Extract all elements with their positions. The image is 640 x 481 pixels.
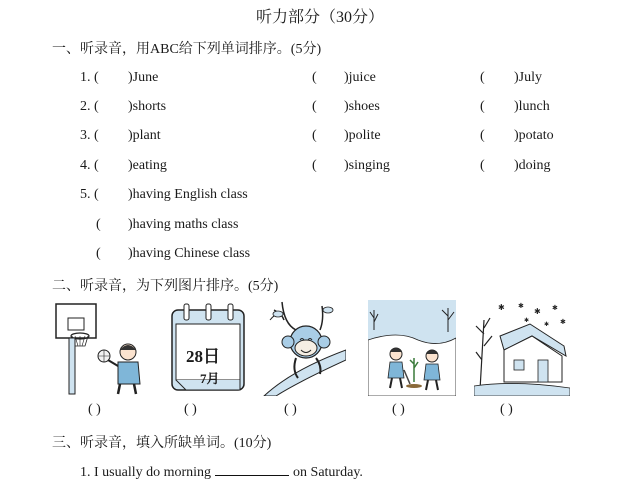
row-3-num: 3. (: [80, 128, 99, 143]
row-3-paren-c: (: [480, 128, 485, 143]
row-2-paren-c: (: [480, 99, 485, 114]
row-2-paren-b: (: [312, 99, 317, 114]
calendar-month: 7月: [200, 371, 220, 386]
row-1-paren-b: (: [312, 70, 317, 85]
row-2-option-b: )shoes: [344, 99, 380, 114]
snowy-house-picture: [474, 300, 570, 396]
row-5-paren-3: (: [96, 246, 101, 261]
row-3-option-a: )plant: [128, 128, 161, 143]
row-3-option-c: )potato: [514, 128, 554, 143]
calendar-day: 28日: [186, 347, 220, 366]
section-1-heading: 一、听录音，用ABC给下列单词排序。(5分): [52, 42, 322, 57]
row-5-num: 5. (: [80, 187, 99, 202]
row-2-option-a: )shorts: [128, 99, 167, 114]
question-1-text-after: on Saturday.: [293, 465, 363, 480]
page-title: 听力部分（30分）: [255, 9, 384, 26]
row-5-paren-2: (: [96, 217, 101, 232]
section-2-heading: 二、听录音，为下列图片排序。(5分): [52, 279, 279, 294]
svg-text:✱: ✱: [560, 318, 566, 326]
row-1-option-c: )July: [514, 70, 542, 85]
section-3-heading: 三、听录音，填入所缺单词。(10分): [52, 436, 272, 451]
svg-text:✱: ✱: [544, 321, 550, 328]
row-5-option-1: )having English class: [128, 187, 248, 202]
row-1-option-b: )juice: [344, 70, 376, 85]
svg-text:✱: ✱: [552, 304, 558, 312]
row-2-num: 2. (: [80, 99, 99, 114]
calendar-picture: [166, 300, 250, 396]
monkey-picture: [262, 300, 346, 396]
row-4-option-a: )eating: [128, 158, 167, 173]
question-1-text-before: 1. I usually do morning: [80, 465, 212, 480]
answer-bracket-1[interactable]: ( ): [88, 402, 101, 417]
svg-text:✱: ✱: [518, 302, 524, 310]
svg-text:✱: ✱: [534, 307, 541, 316]
question-1-blank[interactable]: [215, 461, 289, 476]
row-1-option-a: )June: [128, 70, 159, 85]
row-4-paren-b: (: [312, 158, 317, 173]
row-5-option-3: )having Chinese class: [128, 246, 251, 261]
row-2-option-c: )lunch: [514, 99, 550, 114]
answer-bracket-5[interactable]: ( ): [500, 402, 513, 417]
answer-bracket-2[interactable]: ( ): [184, 402, 197, 417]
row-1-num: 1. (: [80, 70, 99, 85]
row-4-num: 4. (: [80, 158, 99, 173]
svg-text:✱: ✱: [524, 317, 530, 324]
row-1-paren-c: (: [480, 70, 485, 85]
answer-bracket-3[interactable]: ( ): [284, 402, 297, 417]
row-4-option-c: )doing: [514, 158, 551, 173]
fill-blank-question-1: [80, 461, 363, 481]
row-5-option-2: )having maths class: [128, 217, 239, 232]
row-4-paren-c: (: [480, 158, 485, 173]
row-4-option-b: )singing: [344, 158, 390, 173]
svg-text:✱: ✱: [498, 303, 505, 312]
answer-bracket-4[interactable]: ( ): [392, 402, 405, 417]
row-3-option-b: )polite: [344, 128, 381, 143]
basketball-picture: [54, 300, 150, 396]
row-3-paren-b: (: [312, 128, 317, 143]
planting-picture: [368, 300, 456, 396]
